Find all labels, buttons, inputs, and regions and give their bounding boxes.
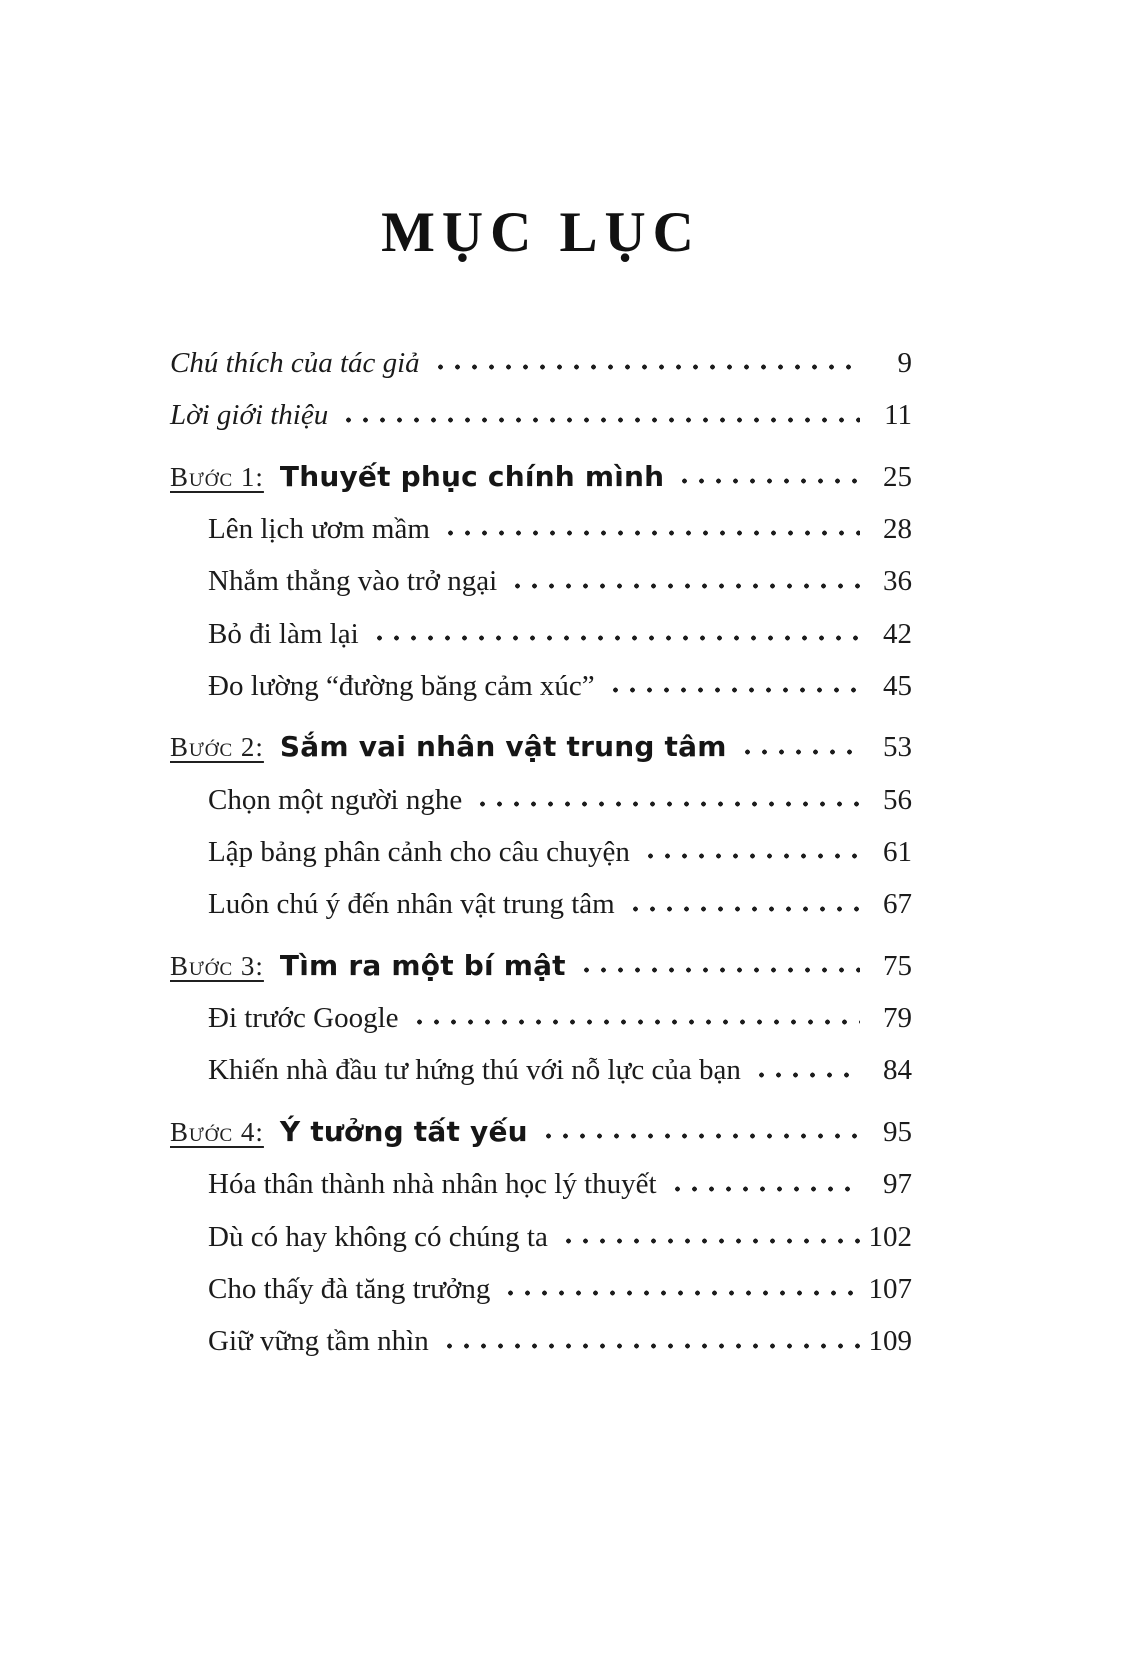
toc-entry-row	[170, 784, 912, 817]
chapter-row	[170, 1116, 912, 1149]
page-number: 9	[897, 347, 912, 379]
chapter-row	[170, 731, 912, 764]
entry-label: Khiến nhà đầu tư hứng thú với nỗ lực của bạn	[208, 1054, 741, 1087]
toc-list	[170, 347, 912, 1359]
entry-label: Thuyết phục chính mình	[279, 459, 665, 493]
dot-leader	[442, 530, 860, 536]
front-matter-row	[170, 399, 912, 432]
step-label: Bước 4:	[170, 1116, 264, 1147]
entry-label: Cho thấy đà tăng trưởng	[208, 1272, 491, 1305]
entry-label: Đi trước Google	[208, 1002, 399, 1035]
entry-label: Lời giới thiệu	[170, 399, 329, 432]
dot-leader	[340, 417, 860, 423]
page-number: 84	[883, 1054, 912, 1087]
dot-leader	[432, 364, 860, 370]
page-number: 25	[883, 460, 912, 493]
page-number: 95	[883, 1115, 912, 1148]
toc-entry-row	[170, 1168, 912, 1201]
chapter-row	[170, 950, 912, 983]
dot-leader	[371, 635, 860, 641]
entry-label: Luôn chú ý đến nhân vật trung tâm	[208, 888, 615, 921]
dot-leader	[441, 1343, 860, 1349]
step-label: Bước 1:	[170, 461, 264, 492]
dot-leader	[739, 749, 860, 755]
page-number: 42	[883, 617, 912, 650]
toc-entry-row	[170, 670, 912, 703]
dot-leader	[540, 1133, 860, 1139]
page-number: 67	[883, 888, 912, 921]
page-title: MỤC LỤC	[381, 201, 701, 264]
toc-entry-row	[170, 618, 912, 651]
dot-leader	[474, 801, 860, 807]
toc-section	[170, 950, 912, 1088]
dot-leader	[509, 583, 860, 589]
toc-entry-row	[170, 1002, 912, 1035]
toc-section	[170, 1116, 912, 1359]
entry-label: Lên lịch ươm mầm	[208, 513, 430, 546]
entry-label: Đo lường “đường băng cảm xúc”	[208, 670, 595, 703]
entry-label: Giữ vững tầm nhìn	[208, 1325, 429, 1358]
toc-entry-row	[170, 1325, 912, 1358]
page-number: 56	[883, 783, 912, 816]
toc-entry-row	[170, 513, 912, 546]
entry-label: Chú thích của tác giả	[170, 347, 420, 379]
page-number: 107	[868, 1272, 912, 1305]
dot-leader	[607, 687, 860, 693]
dot-leader	[642, 853, 860, 859]
page-number: 53	[883, 731, 912, 764]
dot-leader	[578, 967, 860, 973]
entry-label: Hóa thân thành nhà nhân học lý thuyết	[208, 1168, 657, 1201]
chapter-row	[170, 461, 912, 494]
entry-label: Dù có hay không có chúng ta	[208, 1220, 548, 1253]
entry-label: Sắm vai nhân vật trung tâm	[279, 730, 727, 764]
dot-leader	[560, 1238, 860, 1244]
entry-label: Chọn một người nghe	[208, 783, 463, 816]
page-number: 11	[884, 399, 912, 432]
page-number: 28	[883, 513, 912, 546]
page-number: 75	[883, 949, 912, 982]
entry-label: Tìm ra một bí mật	[279, 948, 566, 982]
toc-entry-row	[170, 1221, 912, 1254]
dot-leader	[669, 1186, 860, 1192]
entry-label: Bỏ đi làm lại	[208, 617, 359, 650]
toc-entry-row	[170, 1054, 912, 1087]
page-number: 102	[868, 1220, 912, 1253]
dot-leader	[627, 906, 860, 912]
dot-leader	[411, 1019, 860, 1025]
entry-label: Nhắm thẳng vào trở ngại	[208, 565, 498, 598]
toc-section	[170, 461, 912, 704]
page-number: 45	[883, 670, 912, 703]
entry-label: Lập bảng phân cảnh cho câu chuyện	[208, 836, 630, 869]
toc-entry-row	[170, 888, 912, 921]
toc-entry-row	[170, 1273, 912, 1306]
dot-leader	[676, 478, 860, 484]
page-number: 97	[883, 1168, 912, 1201]
toc-section	[170, 731, 912, 921]
page-number: 79	[883, 1002, 912, 1035]
toc-entry-row	[170, 565, 912, 598]
step-label: Bước 2:	[170, 732, 264, 763]
front-matter-row	[170, 347, 912, 380]
page-number: 36	[883, 565, 912, 598]
page-number: 109	[868, 1325, 912, 1358]
dot-leader	[502, 1290, 860, 1296]
dot-leader	[753, 1072, 860, 1078]
toc-entry-row	[170, 836, 912, 869]
page-number: 61	[883, 836, 912, 869]
entry-label: Ý tưởng tất yếu	[279, 1114, 528, 1148]
step-label: Bước 3:	[170, 950, 264, 981]
